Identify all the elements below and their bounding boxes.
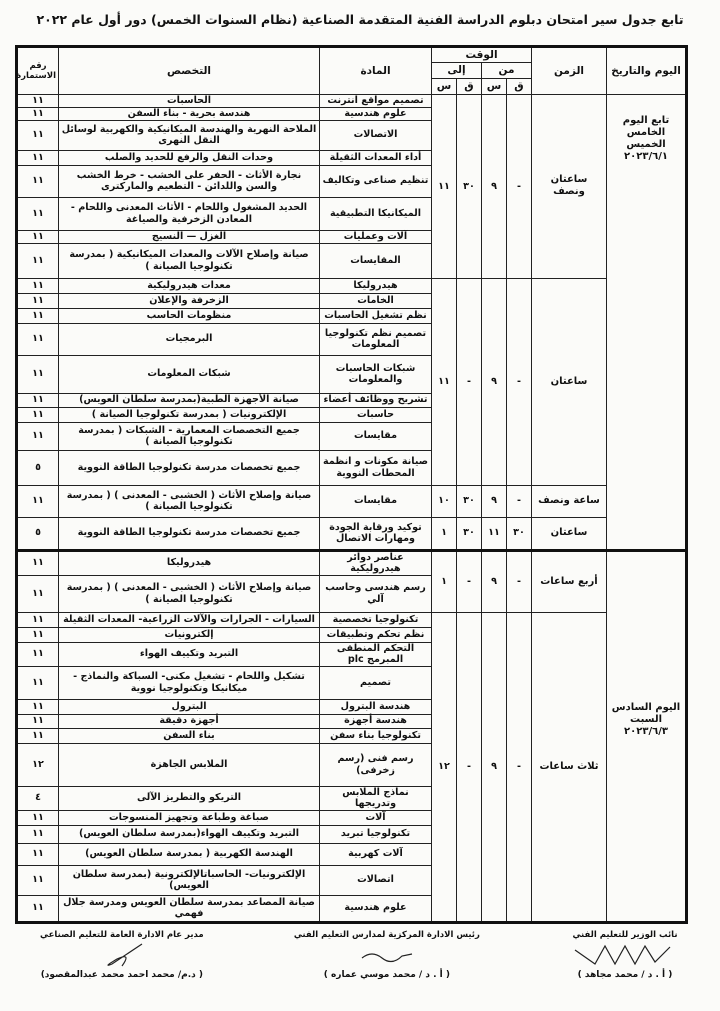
subject-cell: علوم هندسية (320, 108, 432, 121)
specialization-cell: الهندسة الكهربية ( بمدرسة سلطان العويس) (59, 843, 320, 865)
specialization-cell: الحاسبات (59, 95, 320, 108)
from-minute-cell: - (507, 485, 532, 517)
subject-cell: أداء المعدات الثقيلة (320, 150, 432, 165)
to-hour-cell: ١٢ (432, 612, 457, 922)
subject-cell: رسم فنى (رسم زخرفى) (320, 743, 432, 786)
subject-cell: رسم هندسى وحاسب آلي (320, 575, 432, 612)
specialization-cell: التريكو والتطريز الآلى (59, 786, 320, 810)
form-number-cell: ١١ (17, 825, 59, 843)
header-to: إلى (432, 63, 482, 79)
subject-cell: هندسة البترول (320, 699, 432, 714)
form-number-cell: ١١ (17, 95, 59, 108)
specialization-cell: صيانة وإصلاح الأثاث ( الخشبى - المعدنى ) ( بمدرسة تكنولوجيا الصيانة ) (59, 575, 320, 612)
subject-cell: الخامات (320, 293, 432, 308)
signature-role: نائب الوزير للتعليم الفني (572, 929, 678, 940)
specialization-cell: أجهزة دقيقة (59, 714, 320, 728)
specialization-cell: الملابس الجاهزة (59, 743, 320, 786)
specialization-cell: الملاحة النهرية والهندسة الميكانيكية والكهربية لوسائل النقل النهرى (59, 120, 320, 150)
subject-cell: تصميم (320, 666, 432, 699)
subject-cell: آلات (320, 810, 432, 825)
specialization-cell: التبريد وتكييف الهواء(بمدرسة سلطان العويس) (59, 825, 320, 843)
duration-cell: أربع ساعات (532, 550, 607, 612)
form-number-cell: ١١ (17, 278, 59, 293)
subject-cell: نماذج الملابس وتدريجها (320, 786, 432, 810)
from-minute-cell: - (507, 550, 532, 612)
subject-cell: الاتصالات (320, 120, 432, 150)
duration-cell: ساعتان (532, 517, 607, 550)
to-minute-cell: ٣٠ (457, 95, 482, 279)
duration-cell: ساعتان (532, 278, 607, 485)
specialization-cell: البرمجيات (59, 323, 320, 355)
specialization-cell: جميع تخصصات مدرسة تكنولوجيا الطاقة النووية (59, 517, 320, 550)
form-number-cell: ١١ (17, 230, 59, 243)
specialization-cell: هندسة بحرية - بناء السفن (59, 108, 320, 121)
signature-block-deputy-minister (570, 930, 680, 980)
from-hour-cell: ٩ (482, 550, 507, 612)
form-number-cell: ١١ (17, 485, 59, 517)
duration-cell: ساعة ونصف (532, 485, 607, 517)
table-row (17, 95, 687, 108)
subject-cell: آلات وعمليات (320, 230, 432, 243)
from-hour-cell: ١١ (482, 517, 507, 550)
form-number-cell: ١١ (17, 108, 59, 121)
header-from-minute: ق (507, 79, 532, 95)
subject-cell: نظم تشغيل الحاسبات (320, 308, 432, 323)
specialization-cell: صباغة وطباعة وتجهيز المنسوجات (59, 810, 320, 825)
subject-cell: عناصر دوائر هيدروليكية (320, 550, 432, 575)
form-number-cell: ١١ (17, 627, 59, 642)
subject-cell: هيدروليكا (320, 278, 432, 293)
specialization-cell: التبريد وتكييف الهواء (59, 642, 320, 666)
specialization-cell: الغزل — النسيج (59, 230, 320, 243)
header-day-date: اليوم والتاريخ (607, 47, 687, 95)
header-to-minute: ق (457, 79, 482, 95)
table-row (17, 278, 687, 293)
form-number-cell: ١١ (17, 293, 59, 308)
specialization-cell: هيدروليكا (59, 550, 320, 575)
signature-name: ( أ . د / محمد موسي عماره ) (323, 969, 450, 980)
form-number-cell: ١١ (17, 393, 59, 407)
form-number-cell: ١١ (17, 666, 59, 699)
duration-cell: ساعتان ونصف (532, 95, 607, 279)
handwritten-signature-icon (92, 942, 152, 968)
specialization-cell: معدات هيدروليكية (59, 278, 320, 293)
form-number-cell: ١١ (17, 714, 59, 728)
form-number-cell: ١١ (17, 575, 59, 612)
header-specialization: التخصص (59, 47, 320, 95)
subject-cell: تنظيم صناعى وتكاليف (320, 165, 432, 197)
handwritten-signature-icon (570, 942, 680, 968)
subject-cell: صيانة مكونات و انظمة المحطات النووية (320, 450, 432, 485)
header-from-hour: س (482, 79, 507, 95)
header-duration: الزمن (532, 47, 607, 95)
form-number-cell: ٥ (17, 517, 59, 550)
handwritten-signature-icon (357, 942, 417, 968)
exam-schedule-table (15, 45, 688, 924)
specialization-cell: السيارات - الجرارات والآلات الزراعية- المعدات الثقيلة (59, 612, 320, 627)
from-minute-cell: - (507, 95, 532, 279)
subject-cell: تكنولوجيا بناء سفن (320, 728, 432, 743)
subject-cell: التحكم المنطقى المبرمج plc (320, 642, 432, 666)
subject-cell: المقايسات (320, 243, 432, 278)
to-minute-cell: - (457, 612, 482, 922)
signature-name: ( د.م/ محمد احمد محمد عبدالمقصود) (40, 969, 204, 980)
from-hour-cell: ٩ (482, 612, 507, 922)
specialization-cell: صيانة الأجهزة الطبية(بمدرسة سلطان العويس) (59, 393, 320, 407)
duration-cell: ثلاث ساعات (532, 612, 607, 922)
signature-role: رئيس الادارة المركزية لمدارس التعليم الفني (293, 929, 480, 940)
subject-cell: تكنولوجيا تخصصية (320, 612, 432, 627)
to-hour-cell: ١٠ (432, 485, 457, 517)
to-hour-cell: ١١ (432, 95, 457, 279)
to-hour-cell: ١ (432, 550, 457, 612)
to-minute-cell: ٣٠ (457, 517, 482, 550)
day-date-cell: اليوم السادس السبت ٢٠٢٣/٦/٣ (607, 550, 687, 922)
form-number-cell: ١١ (17, 728, 59, 743)
header-to-hour: س (432, 79, 457, 95)
form-number-cell: ١١ (17, 865, 59, 895)
from-minute-cell: - (507, 612, 532, 922)
form-number-cell: ١١ (17, 612, 59, 627)
to-hour-cell: ١ (432, 517, 457, 550)
form-number-cell: ١١ (17, 120, 59, 150)
signature-role: مدير عام الادارة العامة للتعليم الصناعي (40, 929, 204, 940)
form-number-cell: ١١ (17, 308, 59, 323)
form-number-cell: ١١ (17, 642, 59, 666)
form-number-cell: ١١ (17, 843, 59, 865)
specialization-cell: شبكات المعلومات (59, 355, 320, 393)
to-minute-cell: - (457, 278, 482, 485)
specialization-cell: صيانة وإصلاح الأثاث ( الخشبى - المعدنى ) ( بمدرسة تكنولوجيا الصيانة ) (59, 485, 320, 517)
specialization-cell: جميع التخصصات المعمارية - الشبكات ( بمدرسة تكنولوجيا الصيانة ) (59, 422, 320, 450)
from-hour-cell: ٩ (482, 95, 507, 279)
subject-cell: تشريح ووظائف أعضاء (320, 393, 432, 407)
signature-block-director (40, 930, 204, 980)
form-number-cell: ١١ (17, 323, 59, 355)
specialization-cell: منظومات الحاسب (59, 308, 320, 323)
header-subject: المادة (320, 47, 432, 95)
subject-cell: شبكات الحاسبات والمعلومات (320, 355, 432, 393)
from-minute-cell: ٣٠ (507, 517, 532, 550)
form-number-cell: ١١ (17, 422, 59, 450)
form-number-cell: ١٢ (17, 743, 59, 786)
specialization-cell: البترول (59, 699, 320, 714)
subject-cell: مقايسات (320, 422, 432, 450)
subject-cell: نظم تحكم وتطبيقات (320, 627, 432, 642)
subject-cell: توكيد ورقابة الجودة ومهارات الاتصال (320, 517, 432, 550)
schedule-body (17, 95, 687, 923)
form-number-cell: ١١ (17, 165, 59, 197)
signature-name: ( أ . د / محمد مجاهد ) (577, 969, 673, 980)
specialization-cell: صيانة وإصلاح الآلات والمعدات الميكانيكية ( بمدرسة تكنولوجيا الصيانة ) (59, 243, 320, 278)
form-number-cell: ١١ (17, 895, 59, 922)
form-number-cell: ٥ (17, 450, 59, 485)
specialization-cell: إلكترونيات (59, 627, 320, 642)
subject-cell: تصميم نظم تكنولوجيا المعلومات (320, 323, 432, 355)
form-number-cell: ١١ (17, 810, 59, 825)
specialization-cell: نجارة الأثاث - الحفر على الخشب - خرط الخشب والسن واللدائن - التطعيم والماركترى (59, 165, 320, 197)
header-form-number: رقم الاستمارة (17, 47, 59, 95)
subject-cell: اتصالات (320, 865, 432, 895)
subject-cell: تصميم مواقع انترنت (320, 95, 432, 108)
header-from: من (482, 63, 532, 79)
specialization-cell: صيانة المصاعد بمدرسة سلطان العويس ومدرسة جلال فهمي (59, 895, 320, 922)
form-number-cell: ١١ (17, 550, 59, 575)
specialization-cell: الإلكترونيات- الحاسباتالإلكترونية (بمدرسة سلطان العويس) (59, 865, 320, 895)
from-hour-cell: ٩ (482, 485, 507, 517)
specialization-cell: الحديد المشغول واللحام - الأثاث المعدنى واللحام - المعادن الزخرفية والصياغة (59, 197, 320, 230)
subject-cell: مقايسات (320, 485, 432, 517)
subject-cell: حاسبات (320, 407, 432, 422)
subject-cell: آلات كهربية (320, 843, 432, 865)
signatures-row (40, 930, 680, 980)
from-minute-cell: - (507, 278, 532, 485)
to-hour-cell: ١١ (432, 278, 457, 485)
subject-cell: الميكانيكا التطبيقية (320, 197, 432, 230)
document-title: تابع جدول سير امتحان دبلوم الدراسة الفنية المتقدمة الصناعية (نظام السنوات الخمس) دور أول عام ٢٠٢٢ (36, 12, 684, 27)
specialization-cell: بناء السفن (59, 728, 320, 743)
table-row (17, 485, 687, 517)
to-minute-cell: ٣٠ (457, 485, 482, 517)
subject-cell: هندسة أجهزة (320, 714, 432, 728)
subject-cell: تكنولوجيا تبريد (320, 825, 432, 843)
subject-cell: علوم هندسية (320, 895, 432, 922)
form-number-cell: ١١ (17, 407, 59, 422)
form-number-cell: ٤ (17, 786, 59, 810)
signature-block-central-admin (294, 930, 480, 980)
specialization-cell: وحدات النقل والرفع للحديد والصلب (59, 150, 320, 165)
form-number-cell: ١١ (17, 699, 59, 714)
header-time: الوقت (432, 47, 532, 63)
day-date-cell: تابع اليوم الخامس الخميس ٢٠٢٣/٦/١ (607, 95, 687, 551)
form-number-cell: ١١ (17, 243, 59, 278)
form-number-cell: ١١ (17, 197, 59, 230)
specialization-cell: تشكيل واللحام - تشغيل مكنى- السباكة والنماذج - ميكانيكا وتكنولوجيا نووية (59, 666, 320, 699)
table-row (17, 550, 687, 575)
form-number-cell: ١١ (17, 355, 59, 393)
from-hour-cell: ٩ (482, 278, 507, 485)
table-row (17, 612, 687, 627)
table-row (17, 517, 687, 550)
specialization-cell: جميع تخصصات مدرسة تكنولوجيا الطاقة النووية (59, 450, 320, 485)
specialization-cell: الزخرفة والإعلان (59, 293, 320, 308)
to-minute-cell: - (457, 550, 482, 612)
specialization-cell: الإلكترونيات ( بمدرسة تكنولوجيا الصيانة ) (59, 407, 320, 422)
form-number-cell: ١١ (17, 150, 59, 165)
